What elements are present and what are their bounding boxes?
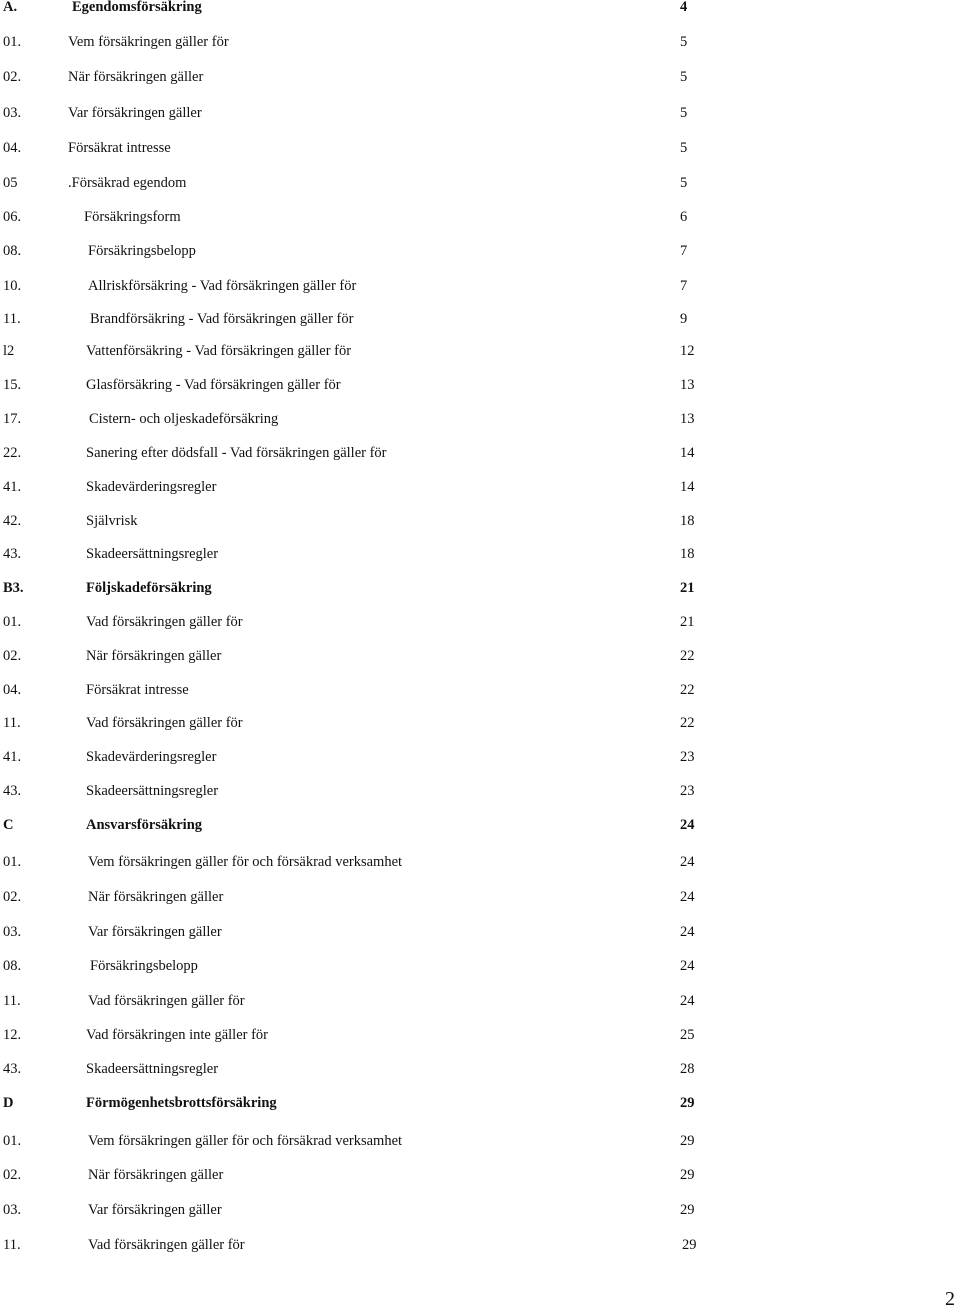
toc-entry xyxy=(0,1058,960,1080)
toc-entry-page: 24 xyxy=(680,817,695,833)
toc-entry-title: Följskadeförsäkring xyxy=(86,580,212,596)
toc-entry-number: 01. xyxy=(3,614,22,630)
toc-entry-number: 43. xyxy=(3,1061,22,1077)
toc-entry-title: Vad försäkringen inte gäller för xyxy=(86,1027,268,1043)
toc-entry-title: Vad försäkringen gäller för xyxy=(86,614,243,630)
toc-entry-title: Glasförsäkring - Vad försäkringen gäller för xyxy=(86,377,341,393)
toc-entry xyxy=(0,275,960,297)
toc-entry-number: 22. xyxy=(3,445,22,461)
toc-entry-page: 6 xyxy=(680,209,688,225)
toc-entry-title: När försäkringen gäller xyxy=(68,69,204,85)
toc-entry-page: 24 xyxy=(680,993,695,1009)
toc-entry-page: 24 xyxy=(680,958,695,974)
toc-entry-title: Försäkringsbelopp xyxy=(88,243,196,259)
toc-entry-page: 7 xyxy=(680,278,688,294)
toc-entry-page: 29 xyxy=(680,1202,695,1218)
toc-entry-number: 05 xyxy=(3,175,18,191)
toc-entry-number: 04. xyxy=(3,140,22,156)
toc-entry-title: Försäkringsform xyxy=(84,209,181,225)
toc-section-heading xyxy=(0,1092,960,1114)
toc-entry-number: 02. xyxy=(3,648,22,664)
toc-entry-number: 08. xyxy=(3,243,22,259)
toc-entry xyxy=(0,712,960,734)
toc-entry-number: 41. xyxy=(3,479,22,495)
toc-entry-number: 08. xyxy=(3,958,22,974)
toc-entry xyxy=(0,476,960,498)
toc-entry-page: 29 xyxy=(680,1133,695,1149)
toc-entry-page: 23 xyxy=(680,783,695,799)
toc-entry-number: 06. xyxy=(3,209,22,225)
toc-entry-number: 10. xyxy=(3,278,22,294)
toc-entry xyxy=(0,1024,960,1046)
toc-entry-title: Var försäkringen gäller xyxy=(68,105,202,121)
toc-entry-title: Vem försäkringen gäller för xyxy=(68,34,229,50)
toc-entry-title: Ansvarsförsäkring xyxy=(86,817,203,833)
toc-section-heading xyxy=(0,814,960,836)
toc-entry-title: Skadeersättningsregler xyxy=(86,783,219,799)
toc-entry-title: Självrisk xyxy=(86,513,138,529)
toc-entry xyxy=(0,1199,960,1221)
toc-entry-page: 7 xyxy=(680,243,688,259)
toc-entry xyxy=(0,510,960,532)
toc-entry xyxy=(0,780,960,802)
toc-entry xyxy=(0,66,960,88)
toc-entry-title: Var försäkringen gäller xyxy=(88,924,222,940)
toc-entry-page: 5 xyxy=(680,105,688,121)
toc-entry-page: 5 xyxy=(680,175,688,191)
toc-entry-number: 17. xyxy=(3,411,22,427)
toc-entry-number: B3. xyxy=(3,580,24,596)
toc-entry-page: 28 xyxy=(680,1061,695,1077)
toc-entry-title: Försäkringsbelopp xyxy=(90,958,198,974)
toc-entry-number: 03. xyxy=(3,1202,22,1218)
toc-entry-title: Försäkrat intresse xyxy=(68,140,171,156)
toc-entry-page: 25 xyxy=(680,1027,695,1043)
toc-entry-number: 01. xyxy=(3,34,22,50)
toc-entry-title: Vad försäkringen gäller för xyxy=(88,993,245,1009)
toc-entry-title: Vem försäkringen gäller för och försäkrad verksamhet xyxy=(88,854,403,870)
toc-entry-page: 22 xyxy=(680,715,695,731)
toc-entry-number: 01. xyxy=(3,1133,22,1149)
toc-entry-page: 23 xyxy=(680,749,695,765)
toc-entry-title: Vem försäkringen gäller för och försäkrad verksamhet xyxy=(88,1133,403,1149)
toc-entry-title: .Försäkrad egendom xyxy=(68,175,187,191)
toc-entry-page: 29 xyxy=(680,1095,695,1111)
toc-entry-page: 5 xyxy=(680,34,688,50)
toc-entry-page: 18 xyxy=(680,546,695,562)
toc-entry-page: 5 xyxy=(680,69,688,85)
toc-entry-title: Vad försäkringen gäller för xyxy=(88,1237,245,1253)
toc-entry-number: l2 xyxy=(3,343,15,359)
toc-entry xyxy=(0,340,960,362)
toc-entry-title: När försäkringen gäller xyxy=(88,889,224,905)
toc-entry-page: 24 xyxy=(680,889,695,905)
toc-entry-number: 11. xyxy=(3,715,21,731)
toc-entry-number: A. xyxy=(3,0,18,15)
toc-entry-number: 11. xyxy=(3,1237,21,1253)
toc-entry xyxy=(0,746,960,768)
toc-entry-number: D xyxy=(3,1095,14,1111)
toc-entry-title: Sanering efter dödsfall - Vad försäkringen gäller för xyxy=(86,445,387,461)
toc-entry-number: 43. xyxy=(3,546,22,562)
toc-entry-title: Var försäkringen gäller xyxy=(88,1202,222,1218)
toc-entry-page: 14 xyxy=(680,445,695,461)
toc-entry xyxy=(0,240,960,262)
toc-entry-title: Allriskförsäkring - Vad försäkringen gäller för xyxy=(88,278,357,294)
toc-entry-number: 43. xyxy=(3,783,22,799)
toc-entry-title: När försäkringen gäller xyxy=(88,1167,224,1183)
toc-entry-number: 03. xyxy=(3,105,22,121)
toc-entry xyxy=(0,1234,960,1256)
toc-entry-number: 02. xyxy=(3,1167,22,1183)
toc-entry xyxy=(0,543,960,565)
toc-entry-page: 22 xyxy=(680,682,695,698)
toc-entry-page: 13 xyxy=(680,411,695,427)
toc-entry-page: 4 xyxy=(680,0,688,15)
toc-entry-title: Skadeersättningsregler xyxy=(86,546,219,562)
toc-entry-title: Skadevärderingsregler xyxy=(86,479,217,495)
toc-entry-number: 03. xyxy=(3,924,22,940)
toc-entry xyxy=(0,1164,960,1186)
toc-entry-title: Egendomsförsäkring xyxy=(72,0,202,15)
toc-entry xyxy=(0,442,960,464)
toc-entry xyxy=(0,886,960,908)
toc-entry-title: Förmögenhetsbrottsförsäkring xyxy=(86,1095,277,1111)
toc-entry-page: 14 xyxy=(680,479,695,495)
toc-entry-number: 02. xyxy=(3,69,22,85)
toc-entry xyxy=(0,374,960,396)
toc-entry xyxy=(0,408,960,430)
toc-entry-page: 21 xyxy=(680,580,695,596)
toc-entry-number: 11. xyxy=(3,311,21,327)
toc-entry xyxy=(0,137,960,159)
toc-entry-page: 21 xyxy=(680,614,695,630)
toc-entry-title: Cistern- och oljeskadeförsäkring xyxy=(89,411,279,427)
toc-entry-page: 5 xyxy=(680,140,688,156)
toc-entry-page: 29 xyxy=(682,1237,697,1253)
toc-entry xyxy=(0,172,960,194)
toc-entry-title: Brandförsäkring - Vad försäkringen gäller för xyxy=(90,311,354,327)
toc-entry-number: 01. xyxy=(3,854,22,870)
toc-entry-number: C xyxy=(3,817,14,833)
toc-entry-number: 02. xyxy=(3,889,22,905)
toc-entry-title: Vad försäkringen gäller för xyxy=(86,715,243,731)
toc-entry-title: När försäkringen gäller xyxy=(86,648,222,664)
toc-entry-number: 11. xyxy=(3,993,21,1009)
toc-entry-number: 04. xyxy=(3,682,22,698)
toc-entry-number: 12. xyxy=(3,1027,22,1043)
toc-section-heading xyxy=(0,577,960,599)
toc-entry xyxy=(0,102,960,124)
toc-entry-page: 12 xyxy=(680,343,695,359)
toc-entry-page: 24 xyxy=(680,924,695,940)
toc-entry xyxy=(0,206,960,228)
toc-section-heading xyxy=(0,0,960,18)
toc-entry xyxy=(0,308,960,330)
toc-entry xyxy=(0,851,960,873)
toc-entry-page: 29 xyxy=(680,1167,695,1183)
toc-entry-title: Skadeersättningsregler xyxy=(86,1061,219,1077)
toc-entry-title: Försäkrat intresse xyxy=(86,682,189,698)
page-number: 2 xyxy=(945,1288,955,1310)
toc-entry xyxy=(0,679,960,701)
toc-entry-title: Skadevärderingsregler xyxy=(86,749,217,765)
toc-entry xyxy=(0,955,960,977)
toc-entry-page: 13 xyxy=(680,377,695,393)
toc-entry-number: 42. xyxy=(3,513,22,529)
toc-entry-number: 41. xyxy=(3,749,22,765)
toc-entry-page: 9 xyxy=(680,311,688,327)
toc-entry xyxy=(0,921,960,943)
toc-entry xyxy=(0,31,960,53)
toc-entry-page: 24 xyxy=(680,854,695,870)
toc-entry-number: 15. xyxy=(3,377,22,393)
toc-entry xyxy=(0,645,960,667)
toc-entry-page: 18 xyxy=(680,513,695,529)
toc-entry-page: 22 xyxy=(680,648,695,664)
toc-entry-title: Vattenförsäkring - Vad försäkringen gäller för xyxy=(86,343,352,359)
toc-entry xyxy=(0,1130,960,1152)
toc-entry xyxy=(0,611,960,633)
toc-entry xyxy=(0,990,960,1012)
